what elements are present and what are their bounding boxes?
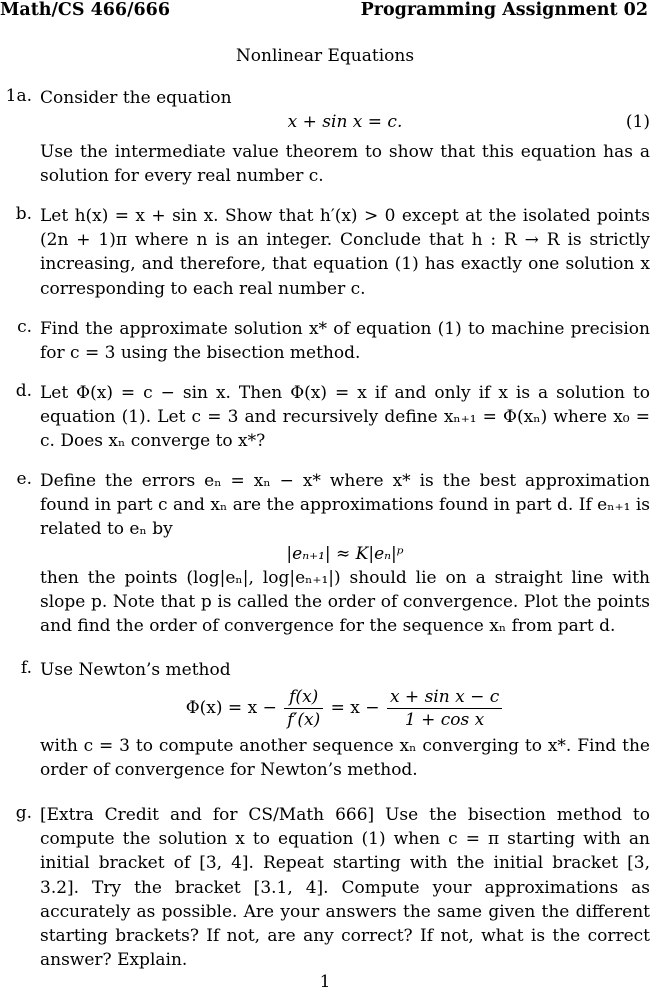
page-header xyxy=(0,0,650,24)
problem-label: e. xyxy=(16,469,32,489)
problem-text: [Extra Credit and for CS/Math 666] Use the bisection method to compute the solution x to equation (1) when c = π starting with an initial bracket of [3, 4]. Repeat starting with the initial bracket [3, 3.2]. Try the bracket [3.1, 4]. Compute your approximations as accurately as possible. Are your answers the same given the different starting brackets? If not, are any correct? If not, what is the correct answer? Explain. xyxy=(40,805,650,971)
problem-text: Define the errors eₙ = xₙ − x* where x* is the best approximation found in part c and xₙ are the approximations found in part d. If eₙ₊₁ is related to eₙ by xyxy=(40,471,650,540)
problem-text: Find the approximate solution x* of equation (1) to machine precision for c = 3 using the bisection method. xyxy=(40,319,650,364)
equation-number: (1) xyxy=(625,112,650,133)
document-title: Nonlinear Equations xyxy=(235,46,415,66)
problem-label: d. xyxy=(15,381,32,401)
equation-1 xyxy=(40,110,650,134)
newton-equation: Φ(x) = x − $\frac{f(x)}{f'(x)}$ = x − $\frac{\text{x + sin x − c}}{\text{1 + cos x}}$ xyxy=(40,682,650,734)
error-relation-equation: |eₙ₊₁| ≈ K|eₙ|ᵖ xyxy=(286,543,404,564)
fraction: $\frac{\text{x + sin x − c}}{\text{1 + cos x}}$ xyxy=(387,686,502,731)
problem-label: 1a. xyxy=(5,86,32,106)
problem-text: Let Φ(x) = c − sin x. Then Φ(x) = x if and only if x is a solution to equation (1). Let c = 3 and recursively define xₙ₊₁ = Φ(xₙ) where x₀ = c. Does xₙ converge to x*? xyxy=(40,383,650,452)
fraction: $\frac{f(x)}{f'(x)}$ xyxy=(284,686,323,731)
problem-text: Use Newton’s method xyxy=(40,660,231,680)
problem-label: c. xyxy=(17,317,32,337)
assignment-title: Programming Assignment 02 xyxy=(360,0,648,20)
equation-text: x + sin x = c. xyxy=(287,112,403,133)
problem-text: Let h(x) = x + sin x. Show that h′(x) > 0 except at the isolated points (2n + 1)π where n is an integer. Conclude that h : R → R is strictly increasing, and therefore, that equation (1) has exactly one solution x corresponding to each real number c. xyxy=(40,206,650,299)
problem-label: b. xyxy=(15,204,32,224)
problem-text: then the points (log|eₙ|, log|eₙ₊₁|) should lie on a straight line with slope p. Note that p is called the order of convergence. Plot the points and find the order of convergence for the sequence xₙ from part d. xyxy=(40,567,650,637)
page-number: 1 xyxy=(319,972,331,992)
problem-label: g. xyxy=(15,803,32,823)
problem-text: Consider the equation xyxy=(40,88,232,108)
problem-label: f. xyxy=(20,658,32,678)
course-title: Math/CS 466/666 xyxy=(0,0,171,20)
problem-text: with c = 3 to compute another sequence xₙ converging to x*. Find the order of convergence for Newton’s method. xyxy=(40,736,650,781)
problem-text: Use the intermediate value theorem to show that this equation has a solution for every real number c. xyxy=(40,142,650,187)
